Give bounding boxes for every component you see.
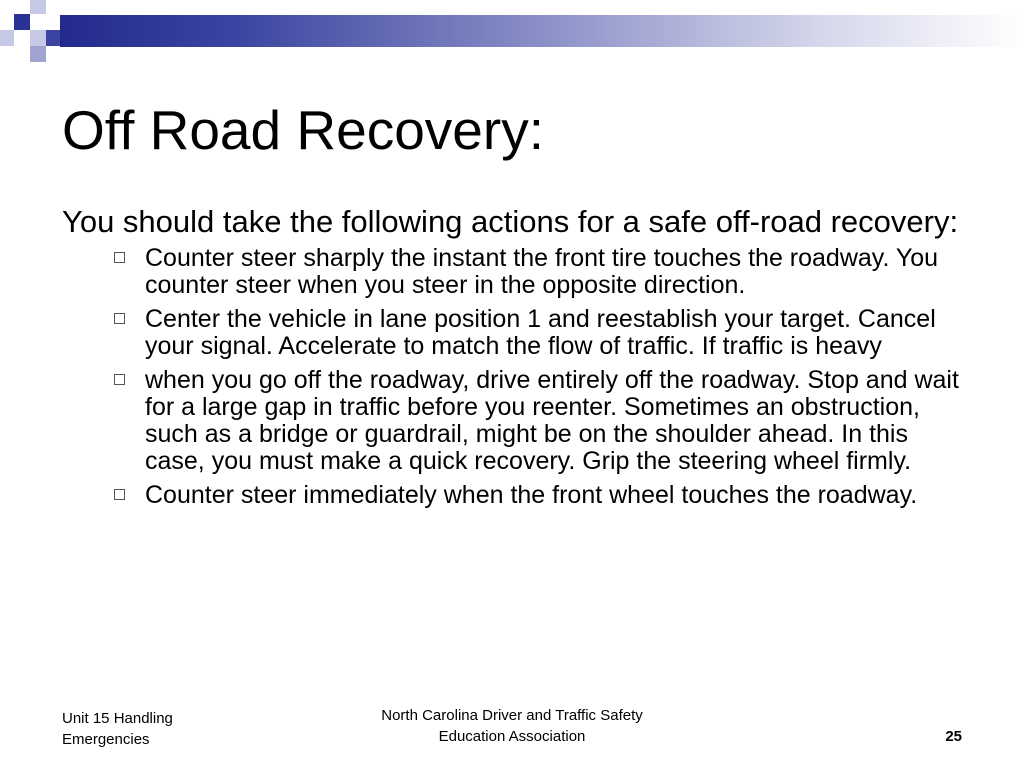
decor-square	[46, 14, 60, 30]
list-item	[107, 245, 962, 299]
bullet-text: Counter steer immediately when the front wheel touches the roadway.	[145, 481, 918, 509]
slide-title: Off Road Recovery:	[62, 99, 544, 161]
list-item	[107, 306, 962, 360]
footer-unit	[62, 708, 222, 750]
list-item	[107, 482, 962, 509]
bullet-list	[62, 245, 962, 509]
hollow-square-icon	[114, 374, 125, 385]
decor-square	[14, 14, 30, 30]
bullet-text: Counter steer sharply the instant the front tire touches the roadway. You counter steer when you steer in the opposite direction.	[145, 244, 939, 299]
decor-square	[30, 0, 46, 14]
footer-org-line1: North Carolina Driver and Traffic Safety	[381, 707, 643, 724]
bullet-text: Center the vehicle in lane position 1 and reestablish your target. Cancel your signal. Accelerate to match the flow of traffic. If traffic is heavy	[145, 305, 936, 360]
gradient-bar	[60, 15, 1024, 47]
page-number: 25	[945, 728, 962, 745]
footer-org-line2: Education Association	[438, 728, 586, 745]
decor-square	[0, 30, 14, 46]
decor-square	[46, 30, 60, 46]
hollow-square-icon	[114, 489, 125, 500]
list-item	[107, 367, 962, 475]
footer-unit-line2: Emergencies	[62, 731, 150, 748]
hollow-square-icon	[114, 313, 125, 324]
slide-content	[62, 205, 962, 516]
decor-square	[30, 30, 46, 46]
footer-organization	[340, 705, 684, 747]
header-banner	[0, 0, 1024, 62]
bullet-text: when you go off the roadway, drive entirely off the roadway. Stop and wait for a large gap in traffic before you reenter. Sometimes an obstruction, such as a bridge or guardrail, might be on the shoulder ahead. In this case, you must make a quick recovery. Grip the steering wheel firmly.	[145, 366, 959, 475]
decor-square	[30, 46, 46, 62]
footer-unit-line1: Unit 15 Handling	[62, 710, 173, 727]
decor-square	[14, 30, 30, 46]
hollow-square-icon	[114, 252, 125, 263]
lead-paragraph: You should take the following actions for a safe off-road recovery:	[62, 204, 959, 239]
